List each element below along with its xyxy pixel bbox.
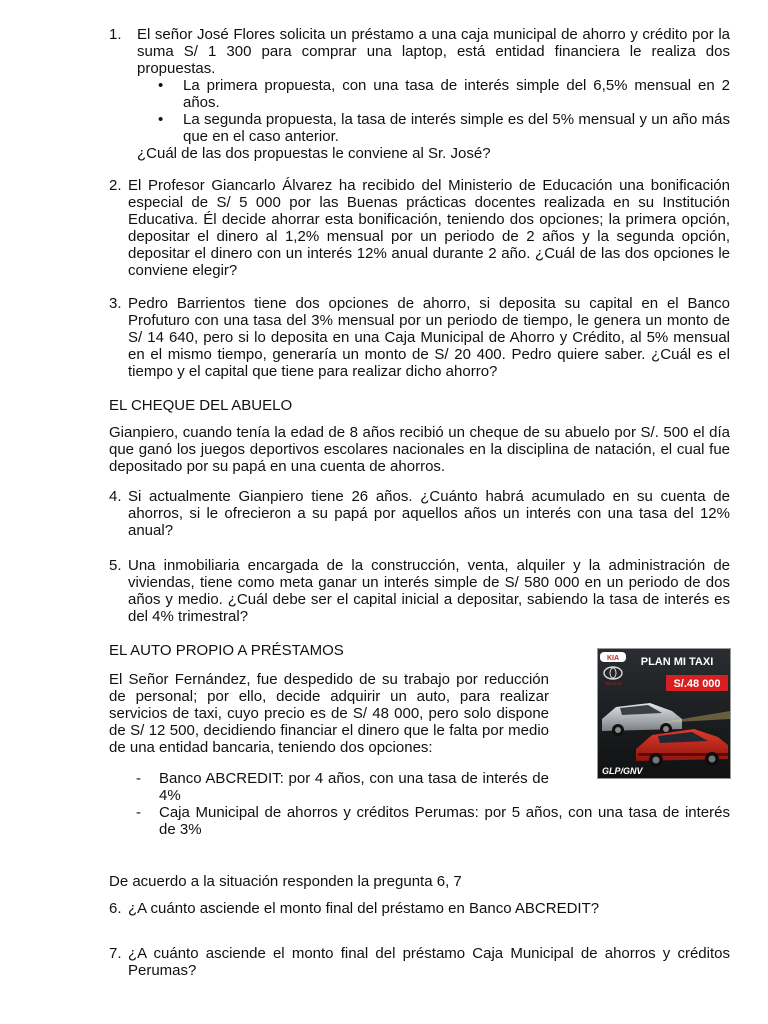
- exercise-4: [109, 488, 730, 539]
- exercise-number: 4.: [109, 488, 122, 505]
- section-paragraph: El Señor Fernández, fue despedido de su trabajo por reducción de personal; por ello, decide adquirir un auto, para realizar servicios de taxi, cuyo precio es de S/ 48 000, pero solo dispone de S/ 12 500, decidiendo financiar el dinero que le falta por medio de una entidad bancaria, teniendo dos opciones:: [109, 671, 549, 756]
- exercise-number: 5.: [109, 557, 122, 574]
- exercise-3: [109, 295, 730, 380]
- financing-options: [109, 770, 730, 838]
- exercise-text: ¿A cuánto asciende el monto final del préstamo Caja Municipal de ahorros y créditos Perumas?: [128, 945, 730, 979]
- exercise-text: Si actualmente Gianpiero tiene 26 años. ¿Cuánto habrá acumulado en su cuenta de ahorros, si le ofrecieron a su papá por aquellos años un interés con una tasa del 12% anual?: [128, 488, 730, 539]
- bullet-icon: •: [158, 77, 164, 94]
- exercise-7: [109, 945, 730, 979]
- ad-price: S/.48 000: [673, 678, 721, 690]
- exercise-text: Pedro Barrientos tiene dos opciones de ahorro, si deposita su capital en el Banco Profuturo con una tasa del 3% mensual por un periodo de tiempo, le genera un monto de S/ 14 640, pero si lo deposita en una Caja Municipal de Ahorro y Crédito, al 5% mensual en el mismo tiempo, generaría un monto de S/ 20 400. Pedro quiere saber. ¿Cuál es el tiempo y el capital que tiene para realizar dicho ahorro?: [128, 295, 730, 380]
- exercise-number: 6.: [109, 900, 122, 917]
- exercise-1: [109, 26, 730, 162]
- exercise-5: [109, 557, 730, 625]
- exercise-2: [109, 177, 730, 279]
- exercise-number: 1.: [109, 26, 122, 43]
- toyota-logo-text: TOYOTA: [604, 681, 622, 686]
- taxi-ad-image: [597, 648, 731, 779]
- exercise-text: El señor José Flores solicita un préstamo a una caja municipal de ahorro y crédito por la suma S/ 1 300 para comprar una laptop, está entidad financiera le realiza dos propuestas.: [137, 26, 730, 77]
- ad-fuel-label: GLP/GNV: [602, 766, 643, 776]
- section-heading: EL CHEQUE DEL ABUELO: [109, 397, 293, 414]
- proposal-item: • La primera propuesta, con una tasa de interés simple del 6,5% mensual en 2 años.: [158, 77, 730, 111]
- exercise-number: 3.: [109, 295, 122, 312]
- option-item: - Caja Municipal de ahorros y créditos Perumas: por 5 años, con una tasa de interés de 3%: [136, 804, 730, 838]
- exercise-question: ¿Cuál de las dos propuestas le conviene al Sr. José?: [137, 145, 491, 162]
- exercise-text: Una inmobiliaria encargada de la construcción, venta, alquiler y la administración de viviendas, tiene como meta ganar un interés simple de S/ 580 000 en un periodo de dos años y medio. ¿Cuál debe ser el capital inicial a depositar, sabiendo la tasa de interés es del 4% trimestral?: [128, 557, 730, 625]
- section-paragraph: Gianpiero, cuando tenía la edad de 8 años recibió un cheque de su abuelo por S/. 500 el día que ganó los juegos deportivos escolares nacionales en la disciplina de natación, el cual fue depositado por su papá en una cuenta de ahorros.: [109, 424, 730, 475]
- option-item: - Banco ABCREDIT: por 4 años, con una tasa de interés de 4%: [136, 770, 549, 804]
- bullet-icon: •: [158, 111, 164, 128]
- exercise-number: 2.: [109, 177, 122, 194]
- closing-note: De acuerdo a la situación responden la pregunta 6, 7: [109, 873, 462, 890]
- exercise-number: 7.: [109, 945, 122, 962]
- exercise-text: El Profesor Giancarlo Álvarez ha recibido del Ministerio de Educación una bonificación especial de S/ 5 000 por las Buenas prácticas docentes realizada en su Institución Educativa. Él decide ahorrar esta bonificación, teniendo dos opciones; la primera opción, depositar el dinero al 1,2% mensual por un periodo de 2 años y la segunda opción, depositar el dinero con un interés 12% anual durante 2 año. ¿Cuál de las dos opciones le conviene elegir?: [128, 177, 730, 279]
- kia-logo-text: KIA: [606, 655, 620, 662]
- taxi-ad-graphic: [598, 649, 730, 778]
- section-heading: EL AUTO PROPIO A PRÉSTAMOS: [109, 642, 344, 659]
- dash-icon: -: [136, 770, 141, 787]
- dash-icon: -: [136, 804, 141, 821]
- exercise-text: ¿A cuánto asciende el monto final del préstamo en Banco ABCREDIT?: [128, 900, 600, 917]
- proposal-item: • La segunda propuesta, la tasa de interés simple es del 5% mensual y un año más que en el caso anterior.: [158, 111, 730, 145]
- proposal-list: [109, 77, 730, 145]
- exercise-6: [109, 900, 730, 917]
- ad-title: PLAN MI TAXI: [640, 656, 714, 668]
